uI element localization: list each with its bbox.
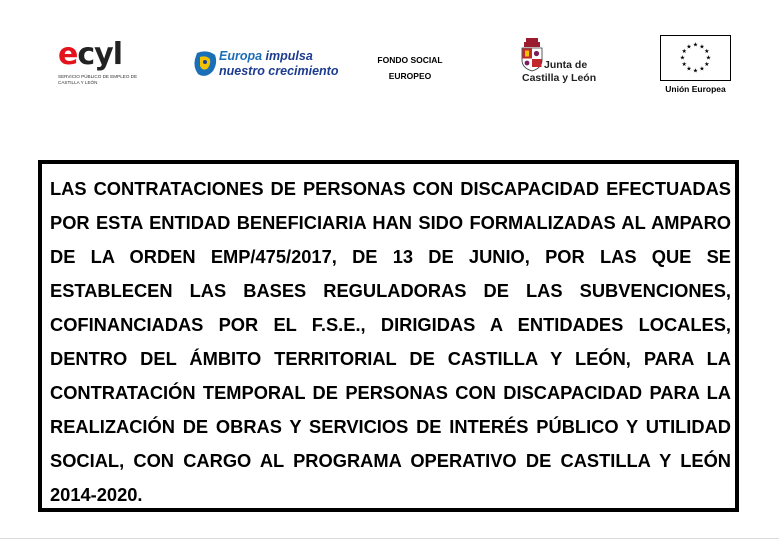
svg-text:★: ★ bbox=[686, 43, 692, 51]
notice-text: LAS CONTRATACIONES DE PERSONAS CON DISCAPACIDAD EFECTUADAS POR ESTA ENTIDAD BENEFICIARIA HAN SIDO FORMALIZADAS AL AMPARO DE LA ORDEN EMP/475/2017, DE 13 DE JUNIO, POR LAS QUE SE ESTABLECEN LAS BASES REGULADORAS DE LAS SUBVENCIONES, COFINANCIADAS POR EL F.S.E., DIRIGIDAS A ENTIDADES LOCALES, DENTRO DEL ÁMBITO TERRITORIAL DE CASTILLA Y LEÓN, PARA LA CONTRATACIÓN TEMPORAL DE PERSONAS CON DISCAPACIDAD PARA LA REALIZACIÓN DE OBRAS Y SERVICIOS DE INTERÉS PÚBLICO Y UTILIDAD SOCIAL, CON CARGO AL PROGRAMA OPERATIVO DE CASTILLA Y LEÓN 2014-2020. bbox=[50, 178, 731, 505]
svg-text:★: ★ bbox=[699, 65, 705, 73]
junta-castilla-leon-logo bbox=[521, 38, 606, 88]
footer-divider bbox=[0, 538, 779, 539]
europe-map-icon bbox=[193, 49, 219, 79]
union-europea-logo bbox=[660, 35, 731, 97]
svg-text:★: ★ bbox=[704, 61, 710, 68]
europa-line2: nuestro crecimiento bbox=[219, 64, 339, 78]
junta-line1: Junta de bbox=[544, 59, 588, 71]
junta-line2: Castilla y León bbox=[522, 72, 597, 84]
svg-text:★: ★ bbox=[704, 48, 710, 55]
eu-stars-icon bbox=[661, 36, 730, 80]
europa-line1: Europa impulsa bbox=[219, 49, 313, 63]
fse-line1: FONDO SOCIAL bbox=[377, 55, 443, 65]
svg-text:★: ★ bbox=[681, 61, 687, 68]
fse-line2: EUROPEO bbox=[388, 71, 432, 81]
fondo-social-europeo-label bbox=[370, 52, 450, 84]
ecyl-logo bbox=[58, 37, 158, 96]
coat-of-arms-icon bbox=[521, 38, 543, 72]
notice-box bbox=[38, 160, 739, 512]
eu-label: Unión Europea bbox=[665, 84, 726, 94]
svg-text:★: ★ bbox=[679, 54, 686, 62]
svg-text:★: ★ bbox=[705, 54, 712, 62]
svg-text:★: ★ bbox=[692, 41, 699, 49]
europa-impulsa-logo bbox=[193, 47, 339, 83]
svg-text:★: ★ bbox=[686, 65, 692, 73]
svg-text:★: ★ bbox=[681, 48, 687, 55]
svg-text:★: ★ bbox=[692, 67, 699, 75]
ecyl-subtitle: SERVICIO PÚBLICO DE EMPLEO DE CASTILLA Y LEÓN bbox=[58, 74, 138, 85]
eu-flag-icon bbox=[660, 35, 731, 81]
svg-text:★: ★ bbox=[699, 43, 705, 51]
ecyl-wordmark: ecyl bbox=[58, 37, 122, 72]
